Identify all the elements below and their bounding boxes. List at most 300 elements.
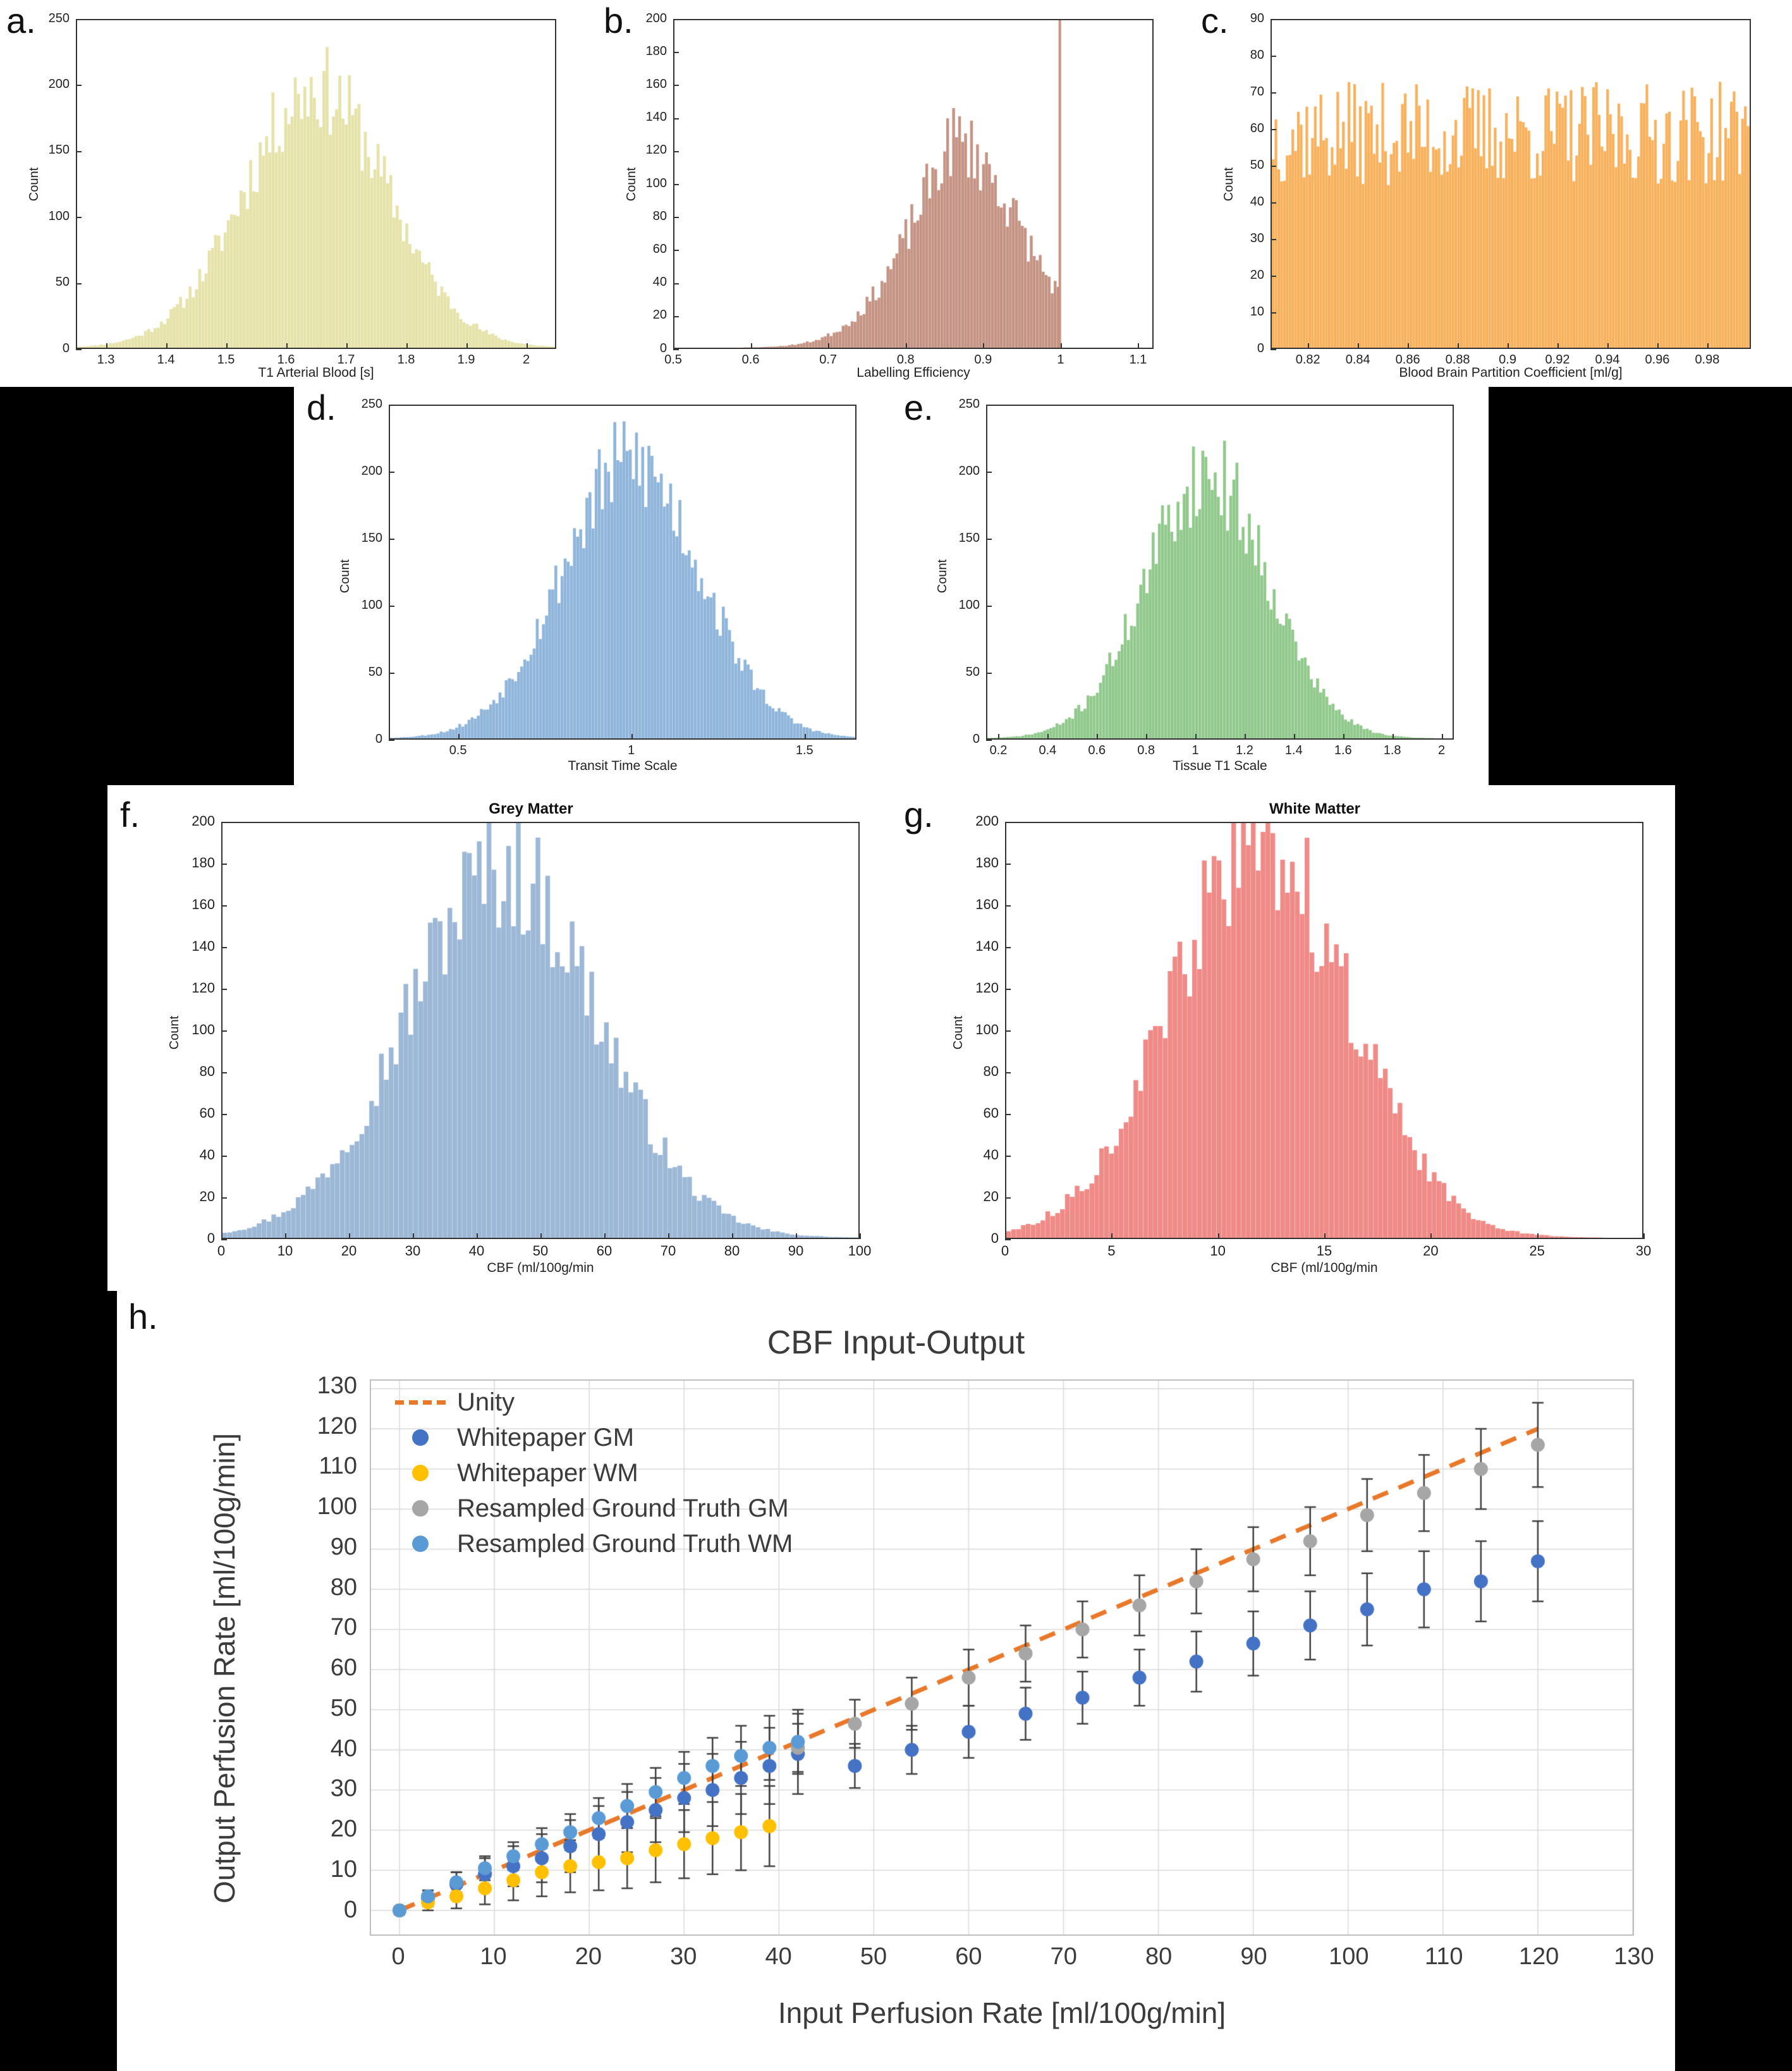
y-tickmark — [221, 1239, 227, 1240]
y-tickmark — [76, 349, 82, 350]
x-tick: 0.6 — [741, 353, 760, 367]
x-tick: 30 — [670, 1943, 697, 1970]
y-tickmark — [389, 472, 394, 473]
y-tick: 150 — [958, 530, 980, 545]
panel-row-2 — [0, 387, 1792, 785]
x-tick: 0.88 — [1445, 353, 1470, 367]
y-tick: 60 — [1250, 121, 1264, 135]
y-tickmark — [221, 989, 227, 990]
y-tick: 150 — [361, 530, 382, 545]
x-tick: 110 — [1424, 1943, 1463, 1970]
y-tick: 0 — [990, 1230, 999, 1247]
y-tickmark — [221, 1030, 227, 1032]
y-tick: 250 — [48, 11, 70, 25]
y-tickmark — [221, 905, 227, 907]
y-tick: 100 — [361, 597, 382, 612]
x-tickmark — [540, 1233, 542, 1239]
y-tick: 0 — [972, 731, 980, 746]
y-tick: 140 — [975, 938, 999, 955]
dot-icon — [395, 1465, 446, 1481]
panel-a-axes — [76, 19, 556, 349]
x-tick: 0.8 — [1137, 743, 1155, 757]
x-tickmark — [998, 734, 999, 740]
x-tickmark — [796, 1233, 797, 1239]
spacer-right-row4 — [1675, 1291, 1792, 2071]
y-tick: 0 — [62, 341, 70, 355]
x-tickmark — [349, 1233, 350, 1239]
x-tick: 70 — [1050, 1943, 1077, 1970]
x-tickmark — [1393, 734, 1394, 740]
y-tick: 80 — [330, 1573, 357, 1601]
x-tick: 60 — [596, 1243, 613, 1259]
x-tickmark — [828, 343, 829, 349]
y-tickmark — [76, 283, 82, 284]
x-tick: 0.86 — [1395, 353, 1420, 367]
x-tickmark — [458, 734, 460, 740]
x-tick: 1.4 — [1284, 743, 1303, 757]
legend-item-unity — [395, 1384, 793, 1420]
panel-g-axes — [1005, 822, 1643, 1239]
y-tick: 180 — [975, 855, 999, 871]
y-tickmark — [221, 947, 227, 948]
x-tickmark — [1308, 343, 1309, 349]
legend-label: Unity — [457, 1388, 515, 1416]
y-tickmark — [1005, 1030, 1011, 1032]
x-tick: 0.4 — [1039, 743, 1057, 757]
y-tickmark — [986, 740, 992, 741]
y-tickmark — [221, 864, 227, 865]
panel-d-ylabel: Count — [338, 559, 353, 594]
y-tickmark — [221, 1072, 227, 1073]
y-tick: 110 — [319, 1453, 357, 1480]
y-tick: 0 — [343, 1896, 357, 1923]
x-tick: 1.7 — [337, 353, 355, 367]
x-tick: 1.2 — [1236, 743, 1253, 757]
panel-c-ylabel: Count — [1222, 167, 1236, 202]
y-tickmark — [673, 349, 679, 350]
y-tick: 100 — [645, 176, 667, 190]
y-tickmark — [1271, 276, 1276, 277]
y-tick: 20 — [330, 1816, 357, 1843]
x-tick: 10 — [480, 1943, 507, 1970]
y-tick: 80 — [652, 209, 667, 223]
x-tick: 25 — [1529, 1243, 1545, 1259]
y-tickmark — [389, 740, 394, 741]
y-tick: 140 — [192, 938, 215, 955]
x-tickmark — [226, 343, 228, 349]
x-tick: 0.84 — [1345, 353, 1370, 367]
x-tickmark — [1097, 734, 1098, 740]
y-tickmark — [986, 405, 992, 406]
dot-icon — [395, 1500, 446, 1517]
panel-g-title: White Matter — [1269, 800, 1360, 817]
legend-item-resampled-gm — [395, 1491, 793, 1526]
legend-label: Resampled Ground Truth WM — [457, 1529, 793, 1558]
panel-g-xlabel: CBF (ml/100g/min — [1271, 1261, 1378, 1275]
x-tickmark — [1218, 1233, 1219, 1239]
x-tickmark — [1195, 734, 1197, 740]
panel-h-ylabel: Output Perfusion Rate [ml/100g/min] — [208, 1433, 241, 1904]
panel-f-ylabel: Count — [168, 1015, 182, 1050]
y-tick: 60 — [652, 242, 667, 256]
y-tickmark — [76, 217, 82, 218]
panel-h-legend — [395, 1384, 793, 1561]
y-tick: 80 — [983, 1063, 999, 1080]
y-tick: 0 — [375, 731, 382, 746]
y-tick: 50 — [368, 664, 382, 679]
y-tick: 50 — [330, 1694, 357, 1721]
panel-c-xlabel: Blood Brain Partition Coefficient [ml/g] — [1399, 365, 1623, 380]
spacer-right-row3 — [1675, 785, 1792, 1291]
x-tick: 2 — [522, 353, 530, 367]
x-tickmark — [1358, 343, 1359, 349]
panel-h-xlabel: Input Perfusion Rate [ml/100g/min] — [777, 1996, 1226, 2029]
y-tickmark — [1005, 864, 1011, 865]
x-tick: 1.6 — [1334, 743, 1352, 757]
x-tick: 20 — [341, 1243, 357, 1259]
y-tickmark — [389, 405, 394, 406]
y-tick: 180 — [645, 44, 667, 58]
x-tick: 0.9 — [1499, 353, 1516, 367]
y-tick: 100 — [317, 1493, 357, 1520]
x-tick: 10 — [277, 1243, 293, 1259]
x-tickmark — [1047, 734, 1049, 740]
x-tick: 0 — [217, 1243, 226, 1259]
y-tick: 100 — [975, 1022, 999, 1038]
y-tick: 160 — [975, 896, 999, 913]
unity-line-icon — [395, 1400, 446, 1405]
panel-g — [891, 785, 1675, 1291]
x-tickmark — [860, 1233, 861, 1239]
panel-f-title: Grey Matter — [489, 800, 573, 817]
panel-f-axes — [221, 822, 860, 1239]
y-tickmark — [673, 85, 679, 86]
x-tickmark — [906, 343, 907, 349]
y-tick: 80 — [1250, 47, 1264, 62]
y-tickmark — [221, 1197, 227, 1199]
y-tickmark — [986, 606, 992, 607]
y-tick: 120 — [192, 980, 215, 996]
x-tick: 0.6 — [1088, 743, 1106, 757]
y-tick: 50 — [965, 664, 980, 679]
x-tick: 0.5 — [664, 353, 682, 367]
legend-item-whitepaper-wm — [395, 1455, 793, 1491]
y-tick: 70 — [1250, 84, 1264, 99]
x-tick: 40 — [765, 1943, 792, 1970]
x-tickmark — [1343, 734, 1344, 740]
x-tickmark — [413, 1233, 414, 1239]
x-tickmark — [406, 343, 408, 349]
y-tickmark — [221, 1114, 227, 1115]
x-tick: 20 — [575, 1943, 602, 1970]
x-tickmark — [1138, 343, 1139, 349]
y-tick: 80 — [199, 1063, 215, 1080]
panel-label-b: b. — [604, 1, 633, 40]
y-tick: 0 — [659, 341, 667, 355]
x-tickmark — [1442, 734, 1443, 740]
y-tickmark — [1271, 312, 1276, 314]
y-tick: 50 — [55, 275, 70, 290]
y-tick: 0 — [1257, 341, 1264, 355]
y-tick: 180 — [192, 855, 215, 871]
x-tick: 0.7 — [819, 353, 838, 367]
y-tickmark — [673, 283, 679, 284]
y-tickmark — [1005, 989, 1011, 990]
x-tickmark — [466, 343, 468, 349]
panel-d-xlabel: Transit Time Scale — [568, 759, 678, 773]
y-tickmark — [1271, 56, 1276, 57]
x-tickmark — [983, 343, 984, 349]
x-tick: 5 — [1107, 1243, 1116, 1259]
x-tick: 70 — [660, 1243, 676, 1259]
y-tick: 200 — [645, 11, 667, 25]
panel-e-axes — [986, 405, 1454, 740]
y-tick: 60 — [199, 1105, 215, 1121]
x-tickmark — [604, 1233, 606, 1239]
y-tick: 10 — [330, 1855, 357, 1883]
x-tick: 0.92 — [1545, 353, 1570, 367]
panel-c — [1195, 0, 1792, 387]
x-tick: 50 — [532, 1243, 549, 1259]
y-tickmark — [673, 184, 679, 185]
y-tickmark — [1271, 92, 1276, 94]
x-tick: 1.4 — [157, 353, 175, 367]
x-tick: 60 — [955, 1943, 982, 1970]
y-tickmark — [1005, 905, 1011, 907]
y-tick: 30 — [330, 1775, 357, 1802]
x-tick: 10 — [1210, 1243, 1226, 1259]
x-tick: 1 — [1192, 743, 1199, 757]
y-tick: 120 — [975, 980, 999, 996]
y-tick: 100 — [192, 1022, 215, 1038]
x-tickmark — [1607, 343, 1609, 349]
x-tick: 0.82 — [1295, 353, 1320, 367]
x-tick: 130 — [1614, 1943, 1654, 1970]
x-tick: 1.9 — [457, 353, 475, 367]
y-tickmark — [76, 151, 82, 152]
x-tick: 0 — [1001, 1243, 1009, 1259]
x-tickmark — [1245, 734, 1246, 740]
panel-e-xlabel: Tissue T1 Scale — [1173, 759, 1267, 773]
y-tick: 40 — [1250, 194, 1264, 209]
y-tickmark — [986, 539, 992, 540]
panel-f — [107, 785, 891, 1291]
y-tick: 100 — [48, 209, 70, 223]
y-tick: 250 — [361, 396, 382, 411]
panel-label-e: e. — [904, 388, 934, 427]
panel-c-axes — [1271, 19, 1751, 349]
y-tick: 30 — [1250, 231, 1264, 245]
y-tickmark — [986, 472, 992, 473]
x-tick: 80 — [1145, 1943, 1173, 1970]
y-tickmark — [1005, 947, 1011, 948]
y-tick: 20 — [199, 1188, 215, 1205]
y-tickmark — [389, 539, 394, 540]
y-tick: 40 — [652, 275, 667, 290]
y-tickmark — [1271, 349, 1276, 350]
x-tickmark — [631, 734, 633, 740]
x-tickmark — [1458, 343, 1459, 349]
x-tickmark — [1294, 734, 1295, 740]
x-tickmark — [1537, 1233, 1539, 1239]
y-tick: 40 — [983, 1147, 999, 1163]
y-tickmark — [673, 250, 679, 251]
y-tickmark — [1005, 822, 1011, 823]
panel-row-1 — [0, 0, 1792, 387]
x-tickmark — [285, 1233, 286, 1239]
legend-item-resampled-wm — [395, 1526, 793, 1561]
x-tick: 1.8 — [397, 353, 415, 367]
y-tick: 250 — [958, 396, 980, 411]
y-tickmark — [76, 85, 82, 86]
y-tickmark — [673, 316, 679, 317]
x-tickmark — [1707, 343, 1709, 349]
y-tick: 20 — [652, 308, 667, 322]
y-tick: 100 — [958, 597, 980, 612]
x-tickmark — [1430, 1233, 1432, 1239]
y-tick: 90 — [330, 1533, 357, 1560]
legend-label: Whitepaper WM — [457, 1458, 638, 1487]
x-tick: 120 — [1518, 1943, 1559, 1970]
y-tickmark — [1271, 129, 1276, 130]
x-tickmark — [106, 343, 107, 349]
x-tickmark — [1324, 1233, 1326, 1239]
x-tickmark — [673, 343, 674, 349]
x-tick: 0 — [391, 1943, 405, 1970]
x-tick: 1.3 — [97, 353, 115, 367]
x-tick: 50 — [860, 1943, 887, 1970]
panel-label-d: d. — [307, 388, 336, 427]
y-tick: 40 — [330, 1735, 357, 1762]
x-tick: 100 — [1329, 1943, 1369, 1970]
y-tick: 10 — [1250, 304, 1264, 319]
y-tick: 60 — [983, 1105, 999, 1121]
y-tick: 20 — [1250, 267, 1264, 282]
y-tick: 160 — [645, 77, 667, 91]
panel-label-c: c. — [1201, 1, 1229, 40]
y-tickmark — [1271, 239, 1276, 240]
y-tick: 50 — [1250, 157, 1264, 172]
y-tickmark — [1271, 202, 1276, 204]
y-tick: 0 — [207, 1230, 215, 1247]
panel-b-xlabel: Labelling Efficiency — [856, 365, 970, 380]
x-tickmark — [1061, 343, 1062, 349]
x-tick: 0.9 — [974, 353, 992, 367]
y-tickmark — [673, 19, 679, 20]
panel-b-axes — [673, 19, 1154, 349]
x-tick: 90 — [788, 1243, 804, 1259]
x-tickmark — [286, 343, 288, 349]
y-tick: 40 — [199, 1147, 215, 1163]
x-tick: 1 — [1057, 353, 1064, 367]
x-tickmark — [477, 1233, 478, 1239]
x-tick: 40 — [468, 1243, 485, 1259]
x-tick: 30 — [405, 1243, 421, 1259]
y-tickmark — [673, 52, 679, 53]
panel-g-ylabel: Count — [951, 1015, 966, 1050]
dot-icon — [395, 1429, 446, 1446]
x-tick: 1 — [628, 743, 635, 757]
panel-a-xlabel: T1 Arterial Blood [s] — [258, 365, 374, 380]
y-tick: 150 — [48, 143, 70, 157]
x-tickmark — [751, 343, 752, 349]
panel-label-f: f. — [120, 795, 140, 834]
x-tick: 30 — [1635, 1243, 1652, 1259]
x-tick: 20 — [1423, 1243, 1439, 1259]
panel-label-h: h. — [128, 1297, 158, 1336]
x-tick: 80 — [724, 1243, 740, 1259]
x-tick: 1.6 — [277, 353, 295, 367]
y-tickmark — [221, 822, 227, 823]
panel-f-xlabel: CBF (ml/100g/min — [487, 1261, 594, 1275]
y-tickmark — [1005, 1072, 1011, 1073]
y-tickmark — [1271, 166, 1276, 167]
legend-item-whitepaper-gm — [395, 1420, 793, 1455]
y-tickmark — [986, 673, 992, 674]
x-tickmark — [1146, 734, 1147, 740]
x-tickmark — [221, 1233, 222, 1239]
x-tick: 0.94 — [1595, 353, 1620, 367]
panel-e-ylabel: Count — [936, 559, 950, 594]
spacer-right-row2 — [1489, 387, 1792, 785]
panel-d-axes — [389, 405, 856, 740]
panel-row-4 — [0, 1291, 1792, 2071]
x-tickmark — [805, 734, 806, 740]
x-tickmark — [346, 343, 348, 349]
y-tickmark — [1005, 1114, 1011, 1115]
y-tickmark — [221, 1156, 227, 1157]
panel-label-g: g. — [904, 795, 934, 834]
y-tickmark — [1005, 1197, 1011, 1199]
x-tickmark — [668, 1233, 669, 1239]
x-tickmark — [527, 343, 528, 349]
y-tick: 200 — [361, 463, 382, 478]
x-tickmark — [1508, 343, 1509, 349]
x-tick: 1.5 — [795, 743, 814, 757]
y-tick: 200 — [975, 813, 999, 829]
y-tickmark — [673, 151, 679, 152]
x-tick: 0.5 — [449, 743, 467, 757]
y-tick: 20 — [983, 1188, 999, 1205]
x-tick: 0.98 — [1695, 353, 1720, 367]
y-tick: 200 — [192, 813, 215, 829]
panel-h — [117, 1291, 1675, 2071]
x-tick: 100 — [848, 1243, 872, 1259]
y-tickmark — [1271, 19, 1276, 20]
y-tick: 70 — [330, 1614, 357, 1641]
panel-d — [294, 387, 891, 785]
y-tick: 90 — [1250, 11, 1264, 25]
spacer-left-row3 — [0, 785, 107, 1291]
x-tick: 90 — [1240, 1943, 1267, 1970]
spacer-left-row4 — [0, 1291, 117, 2071]
x-tickmark — [166, 343, 168, 349]
x-tick: 1.5 — [217, 353, 235, 367]
panel-a-ylabel: Count — [27, 167, 42, 202]
y-tick: 120 — [645, 143, 667, 157]
x-tickmark — [1657, 343, 1659, 349]
x-tickmark — [1111, 1233, 1112, 1239]
y-tick: 120 — [317, 1412, 357, 1439]
y-tick: 200 — [958, 463, 980, 478]
y-tickmark — [389, 673, 394, 674]
y-tick: 140 — [645, 110, 667, 125]
panel-row-3 — [0, 785, 1792, 1291]
y-tick: 200 — [48, 77, 70, 91]
panel-a — [0, 0, 597, 387]
y-tickmark — [76, 19, 82, 20]
x-tick: 2 — [1437, 743, 1446, 757]
